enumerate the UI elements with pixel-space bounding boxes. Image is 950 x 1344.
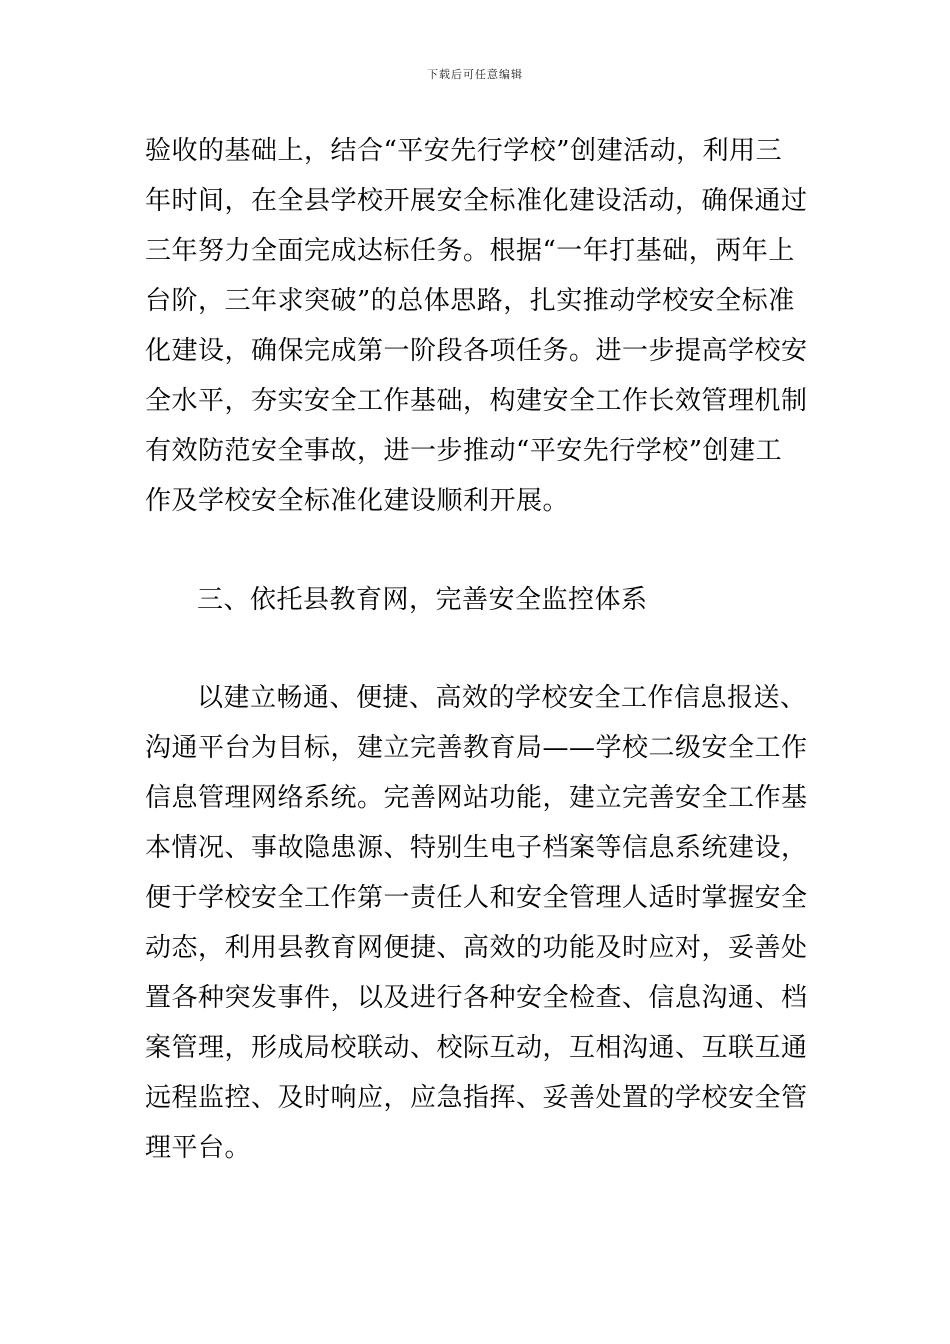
paragraph-line: 有效防范安全事故，进一步推动“平安先行学校”创建工	[145, 436, 783, 466]
paragraph-2	[145, 673, 810, 1173]
paragraph-line: 年时间，在全县学校开展安全标准化建设活动，确保通过	[145, 186, 808, 216]
paragraph-line: 本情况、事故隐患源、特别生电子档案等信息系统建设，	[145, 833, 808, 863]
paragraph-line: 动态，利用县教育网便捷、高效的功能及时应对，妥善处	[145, 933, 808, 963]
paragraph-line: 台阶，三年求突破”的总体思路，扎实推动学校安全标准	[145, 286, 795, 316]
section-heading: 三、依托县教育网，完善安全监控体系	[197, 585, 648, 615]
paragraph-line: 作及学校安全标准化建设顺利开展。	[145, 486, 570, 516]
paragraph-line: 置各种突发事件，以及进行各种安全检查、信息沟通、档	[145, 983, 808, 1013]
paragraph-1	[145, 126, 810, 526]
paragraph-line: 远程监控、及时响应，应急指挥、妥善处置的学校安全管	[145, 1083, 808, 1113]
paragraph-line: 信息管理网络系统。完善网站功能，建立完善安全工作基	[145, 783, 808, 813]
paragraph-line: 沟通平台为目标，建立完善教育局——学校二级安全工作	[145, 733, 808, 763]
paragraph-line: 便于学校安全工作第一责任人和安全管理人适时掌握安全	[145, 883, 808, 913]
paragraph-line: 理平台。	[145, 1133, 252, 1163]
paragraph-line: 案管理，形成局校联动、校际互动，互相沟通、互联互通	[145, 1033, 808, 1063]
section-3	[145, 575, 810, 625]
paragraph-line: 全水平，夯实安全工作基础，构建安全工作长效管理机制	[145, 386, 808, 416]
paragraph-line: 验收的基础上，结合“平安先行学校”创建活动，利用三	[145, 136, 783, 166]
header-note: 下载后可任意编辑	[427, 68, 523, 81]
paragraph-line: 三年努力全面完成达标任务。根据“一年打基础，两年上	[145, 236, 795, 266]
paragraph-line: 化建设，确保完成第一阶段各项任务。进一步提高学校安	[145, 336, 808, 366]
paragraph-line: 以建立畅通、便捷、高效的学校安全工作信息报送、	[197, 683, 807, 713]
